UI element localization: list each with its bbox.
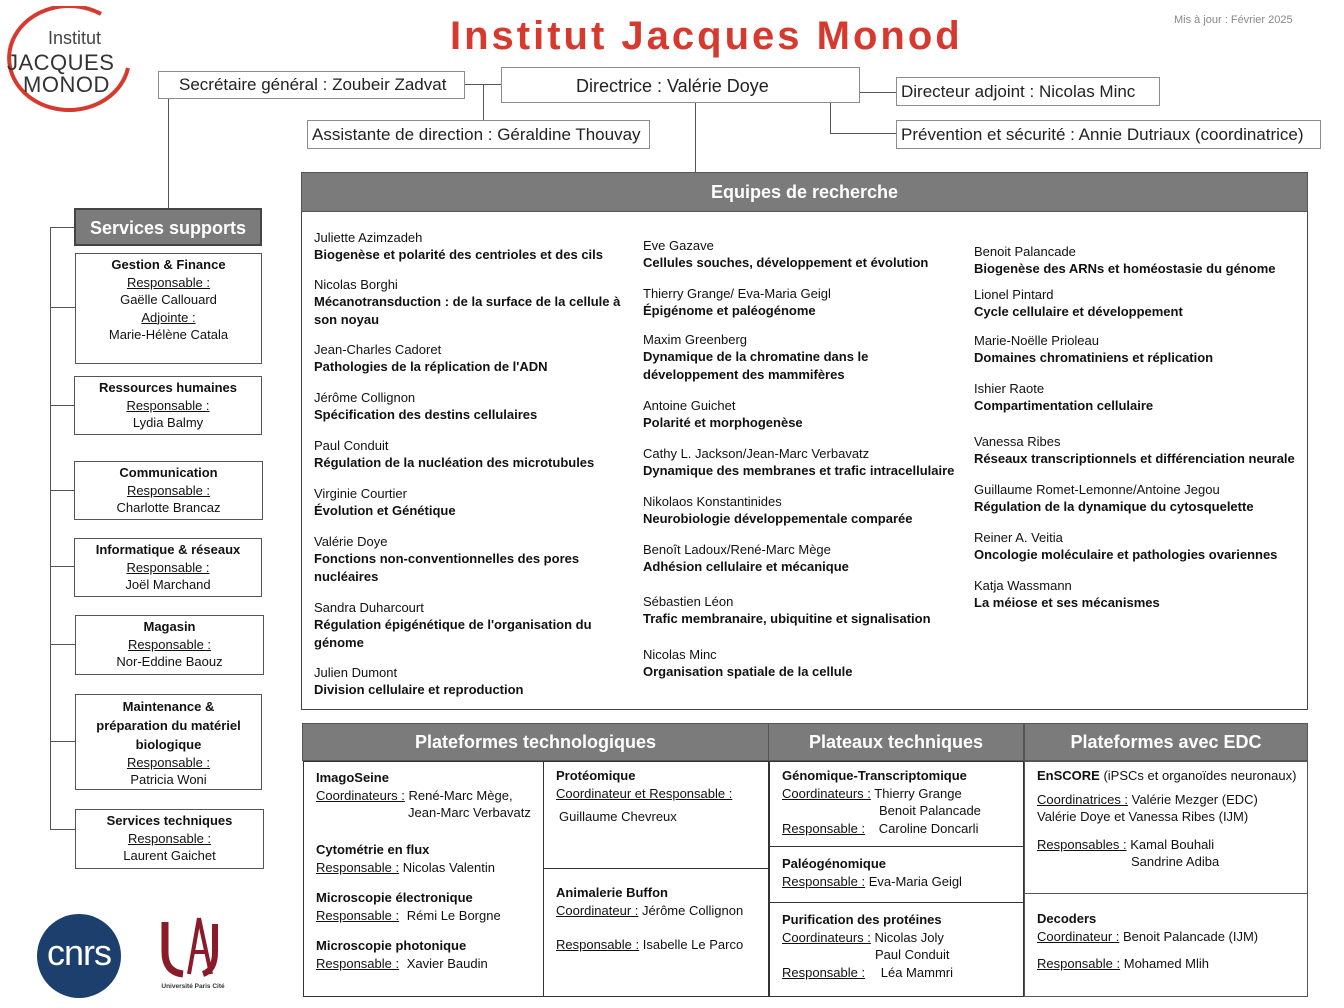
deputy-director: Directeur adjoint : Nicolas Minc: [901, 82, 1136, 101]
plateaux-header: Plateaux techniques: [768, 723, 1024, 761]
ijm-logo: [6, 6, 140, 120]
team-subject: Cycle cellulaire et développement: [974, 304, 1183, 319]
platform-person: Valérie Doye et Vanessa Ribes (IJM): [1037, 809, 1249, 824]
team-leader: Reiner A. Veitia: [974, 530, 1063, 545]
connector: [168, 98, 169, 208]
connector: [50, 566, 75, 567]
service-communication: [74, 461, 263, 520]
platform-person: Caroline Doncarli: [878, 820, 979, 836]
team-leader: Guillaume Romet-Lemonne/Antoine Jegou: [974, 482, 1220, 497]
service-gestion: [75, 253, 262, 364]
team-subject: Division cellulaire et reproduction: [314, 682, 524, 697]
team-leader: Sandra Duharcourt: [314, 600, 424, 615]
team-subject: Régulation de la dynamique du cytosquelette: [974, 499, 1254, 514]
team-subject: Spécification des destins cellulaires: [314, 407, 538, 422]
platform-microscopie-electronique: [316, 889, 501, 924]
team-subject: Compartimentation cellulaire: [974, 398, 1154, 413]
team-subject: Domaines chromatiniens et réplication: [974, 350, 1214, 365]
research-col1: [314, 229, 624, 699]
team-leader: Benoît Ladoux/René-Marc Mège: [643, 542, 831, 557]
team: [974, 433, 1299, 481]
team: [643, 493, 961, 541]
service-title: Gestion & Finance: [111, 257, 226, 272]
team-leader: Valérie Doye: [314, 534, 388, 549]
team-subject: Oncologie moléculaire et pathologies ovariennes: [974, 547, 1278, 562]
team: [314, 229, 624, 276]
platform-role: Responsable :: [316, 955, 400, 971]
services-header: Services supports: [74, 208, 262, 246]
service-role: Responsable :: [126, 274, 211, 290]
team: [974, 481, 1299, 529]
team-leader: Vanessa Ribes: [974, 434, 1061, 449]
service-title: préparation du matériel: [96, 718, 241, 733]
connector: [50, 490, 75, 491]
platform-paleogenomique: [782, 855, 962, 890]
platform-role: Responsable :: [316, 859, 400, 875]
team-subject: Polarité et morphogenèse: [643, 415, 803, 430]
team: [314, 276, 624, 341]
platform-person: Kamal Bouhali: [1130, 836, 1215, 852]
team-leader: Julien Dumont: [314, 665, 398, 680]
platform-role: Coordinateur et Responsable :: [556, 785, 733, 801]
connector: [50, 405, 75, 406]
platform-title: Paléogénomique: [782, 856, 887, 871]
tech-platforms-header: Plateformes technologiques: [302, 723, 769, 761]
service-role: Responsable :: [127, 830, 212, 846]
service-title: Communication: [119, 465, 218, 480]
platform-person: Nicolas Joly: [874, 929, 944, 945]
team: [643, 541, 961, 593]
service-person: Charlotte Brancaz: [116, 500, 221, 515]
service-person: Joël Marchand: [125, 577, 211, 592]
team-leader: Jérôme Collignon: [314, 390, 416, 405]
platform-person: Benoit Palancade (IJM): [1123, 928, 1259, 944]
platform-person: Jean-Marc Verbavatz: [408, 805, 531, 820]
team-subject: Adhésion cellulaire et mécanique: [643, 559, 849, 574]
platform-role: Responsable :: [556, 937, 640, 952]
team: [643, 237, 961, 285]
team-leader: Nicolas Borghi: [314, 277, 398, 292]
team-subject: Organisation spatiale de la cellule: [643, 664, 853, 679]
team-leader: Katja Wassmann: [974, 578, 1072, 593]
service-person: Gaëlle Callouard: [120, 292, 217, 307]
team: [314, 664, 624, 699]
team: [643, 285, 961, 331]
team-leader: Benoit Palancade: [974, 244, 1076, 259]
team-leader: Eve Gazave: [643, 238, 714, 253]
team-subject: Dynamique de la chromatine dans le développement des mammifères: [643, 349, 869, 382]
team: [974, 529, 1299, 577]
service-person: Lydia Balmy: [132, 415, 204, 430]
service-role: Responsable :: [126, 559, 210, 575]
service-role: Responsable :: [127, 636, 212, 652]
platform-person: Rémi Le Borgne: [406, 907, 501, 923]
platform-role: Coordinateurs :: [782, 929, 871, 945]
platform-title: Animalerie Buffon: [556, 885, 668, 900]
team: [974, 286, 1299, 332]
team-subject: Fonctions non-conventionnelles des pores nucléaires: [314, 551, 580, 584]
service-person: Marie-Hélène Catala: [108, 327, 229, 342]
platform-person: Thierry Grange: [874, 785, 962, 801]
upc-logo: [155, 914, 231, 994]
team: [314, 533, 624, 599]
team-leader: Virginie Courtier: [314, 486, 407, 501]
service-person: Laurent Gaichet: [123, 848, 216, 863]
platform-title: Génomique-Transcriptomique: [782, 768, 967, 783]
connector: [483, 84, 484, 120]
platform-title: Microscopie photonique: [316, 938, 467, 953]
connector: [50, 829, 75, 830]
platform-role: Coordinateurs :: [316, 787, 405, 803]
platform-person: Nicolas Valentin: [402, 859, 496, 875]
team-leader: Marie-Noëlle Prioleau: [974, 333, 1099, 348]
team: [643, 593, 961, 646]
platform-title: EnSCORE: [1037, 768, 1100, 783]
service-role: Responsable :: [126, 755, 211, 770]
team-leader: Juliette Azimzadeh: [314, 230, 423, 245]
update-date: Mis à jour : Février 2025: [1174, 14, 1293, 26]
team-leader: Cathy L. Jackson/Jean-Marc Verbavatz: [643, 446, 870, 461]
team-leader: Nikolaos Konstantinides: [643, 494, 782, 509]
team-leader: Paul Conduit: [314, 438, 389, 453]
platform-purification: [782, 911, 953, 981]
platform-cytometrie: [316, 841, 495, 876]
platform-subtitle: (iPSCs et organoïdes neuronaux): [1099, 768, 1297, 783]
platform-person: Sandrine Adiba: [1131, 854, 1220, 869]
team-subject: Épigénome et paléogénome: [643, 303, 816, 318]
platform-role: Coordinatrices :: [1037, 791, 1129, 807]
platform-person: Xavier Baudin: [406, 955, 488, 971]
platform-role: Responsable :: [782, 820, 866, 836]
platform-enscore: [1037, 767, 1296, 871]
edc-platforms-header: Plateformes avec EDC: [1024, 723, 1308, 761]
team-subject: Dynamique des membranes et trafic intracellulaire: [643, 463, 955, 478]
platform-imagoseine: [316, 769, 531, 822]
service-person: Patricia Woni: [130, 772, 207, 787]
platform-role: Coordinateur :: [1037, 928, 1120, 944]
deputy-director-box: [896, 77, 1160, 106]
platform-person: Benoit Palancade: [879, 803, 981, 818]
connector: [695, 103, 696, 173]
team-subject: Mécanotransduction : de la surface de la cellule à son noyau: [314, 294, 621, 327]
service-title: biologique: [135, 737, 202, 752]
assistant: Assistante de direction : Géraldine Thouvay: [312, 125, 641, 144]
team: [314, 389, 624, 437]
platform-title: Cytométrie en flux: [316, 842, 430, 857]
platform-animalerie: [556, 884, 743, 954]
platform-person: Paul Conduit: [875, 947, 950, 962]
platform-title: Decoders: [1037, 911, 1097, 926]
team: [314, 599, 624, 664]
team-subject: La méiose et ses mécanismes: [974, 595, 1160, 610]
team-subject: Régulation épigénétique de l'organisation du génome: [314, 617, 592, 650]
platform-role: Responsable :: [1037, 956, 1121, 971]
platform-decoders: [1037, 910, 1258, 973]
team: [643, 445, 961, 493]
service-rh: [74, 376, 262, 435]
team-subject: Biogenèse des ARNs et homéostasie du génome: [974, 261, 1276, 276]
team: [643, 397, 961, 445]
connector: [830, 102, 831, 133]
service-role: Responsable :: [126, 397, 210, 413]
connector: [50, 227, 51, 829]
assistant-box: [307, 120, 650, 149]
team: [314, 341, 624, 389]
platform-person: Eva-Maria Geigl: [868, 873, 962, 889]
platform-person: Léa Mammri: [880, 964, 953, 980]
platform-microscopie-photonique: [316, 937, 488, 972]
service-role: Responsable :: [126, 482, 211, 498]
service-techniques: [75, 809, 264, 869]
platform-person: Jérôme Collignon: [642, 902, 744, 918]
service-title: Magasin: [143, 619, 196, 634]
service-maintenance: [75, 694, 262, 790]
platform-role: Coordinateurs :: [782, 785, 871, 801]
platform-person: Mohamed Mlih: [1123, 956, 1210, 971]
service-person: Nor-Eddine Baouz: [116, 654, 223, 669]
team-leader: Antoine Guichet: [643, 398, 736, 413]
cnrs-logo: [37, 914, 121, 998]
upc-logo-text: Université Paris Cité: [161, 983, 225, 990]
connector: [860, 92, 896, 93]
team-subject: Biogenèse et polarité des centrioles et des cils: [314, 247, 603, 262]
team-leader: Jean-Charles Cadoret: [314, 342, 442, 357]
logo-line3: MONOD: [23, 72, 110, 97]
logo-line2: JACQUES: [7, 50, 115, 75]
team-leader: Maxim Greenberg: [643, 332, 748, 347]
safety-box: [896, 120, 1321, 149]
logo-line1: Institut: [48, 28, 102, 48]
team-subject: Neurobiologie développementale comparée: [643, 511, 913, 526]
platform-title: Microscopie électronique: [316, 890, 473, 905]
service-magasin: [75, 615, 264, 675]
platform-role: Responsables :: [1037, 836, 1127, 852]
director: Directrice : Valérie Doye: [576, 76, 769, 96]
team-leader: Lionel Pintard: [974, 287, 1054, 302]
connector: [50, 227, 75, 228]
team: [643, 646, 961, 681]
research-col3: [974, 243, 1299, 612]
team-subject: Évolution et Génétique: [314, 503, 456, 518]
page-title: Institut Jacques Monod: [450, 14, 963, 58]
platform-person: Guillaume Chevreux: [559, 809, 677, 824]
platform-genomique: [782, 767, 981, 837]
platform-title: Protéomique: [556, 768, 636, 783]
platform-title: ImagoSeine: [316, 770, 389, 785]
connector: [50, 741, 75, 742]
connector: [830, 133, 896, 134]
team-leader: Sébastien Léon: [643, 594, 734, 609]
team: [314, 437, 624, 485]
team: [314, 485, 624, 533]
team-subject: Cellules souches, développement et évolution: [643, 255, 929, 270]
team: [974, 380, 1299, 433]
platform-role: Coordinateur :: [556, 902, 639, 918]
team: [974, 577, 1299, 612]
upc-logo-mark: [155, 914, 231, 984]
secretary-general: Secrétaire général : Zoubeir Zadvat: [179, 75, 447, 94]
connector: [50, 307, 75, 308]
team-leader: Ishier Raote: [974, 381, 1045, 396]
platform-proteomique: [556, 767, 732, 826]
service-title: Maintenance &: [122, 699, 215, 714]
platform-person: Isabelle Le Parco: [642, 937, 744, 952]
team: [974, 243, 1299, 286]
platform-person: René-Marc Mège,: [408, 787, 513, 803]
team-subject: Trafic membranaire, ubiquitine et signalisation: [643, 611, 931, 626]
safety: Prévention et sécurité : Annie Dutriaux (coordinatrice): [901, 125, 1304, 144]
service-informatique: [74, 538, 262, 597]
platform-role: Responsable :: [316, 907, 400, 923]
research-col2: [643, 237, 961, 681]
cnrs-logo-text: cnrs: [46, 932, 111, 973]
team-subject: Réseaux transcriptionnels et différenciation neurale: [974, 451, 1295, 466]
platform-person: Valérie Mezger (EDC): [1131, 791, 1258, 807]
team-leader: Nicolas Minc: [643, 647, 717, 662]
secretary-general-box: [158, 71, 465, 99]
platform-title: Purification des protéines: [782, 912, 942, 927]
research-header: Equipes de recherche: [301, 172, 1308, 212]
team-subject: Pathologies de la réplication de l'ADN: [314, 359, 548, 374]
platform-role: Responsable :: [782, 873, 866, 889]
team-leader: Thierry Grange/ Eva-Maria Geigl: [643, 286, 831, 301]
team-subject: Régulation de la nucléation des microtubules: [314, 455, 595, 470]
director-box: [501, 67, 860, 103]
team: [974, 332, 1299, 380]
connector: [50, 644, 75, 645]
service-role: Adjointe :: [141, 309, 196, 325]
service-title: Ressources humaines: [98, 380, 237, 395]
service-title: Services techniques: [106, 813, 233, 828]
team: [643, 331, 961, 397]
service-title: Informatique & réseaux: [95, 542, 241, 557]
platform-role: Responsable :: [782, 964, 866, 980]
